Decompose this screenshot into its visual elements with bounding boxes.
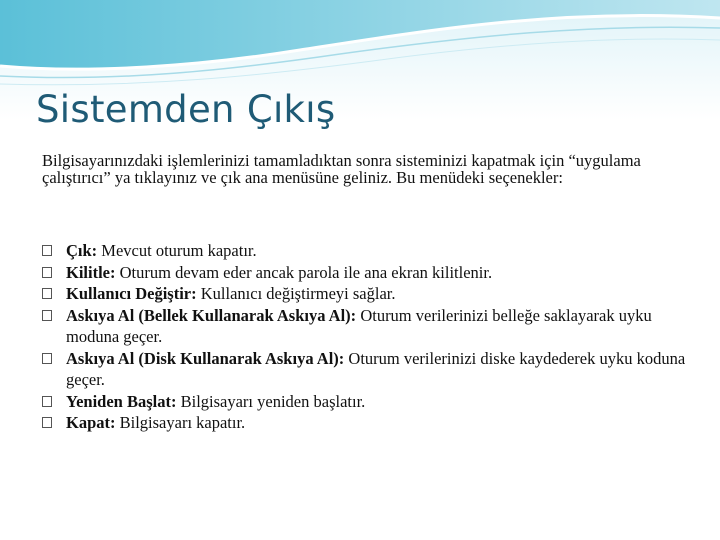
option-description: Oturum devam eder ancak parola ile ana ekran kilitlenir. — [115, 262, 493, 282]
option-term: Çık: — [66, 241, 98, 260]
square-bullet-icon — [42, 396, 52, 407]
option-term: Askıya Al (Bellek Kullanarak Askıya Al): — [66, 305, 357, 325]
option-term: Yeniden Başlat: — [66, 391, 177, 411]
option-description: Oturum verilerinizi diske kaydederek uyku koduna geçer. — [66, 348, 686, 389]
square-bullet-icon — [42, 245, 52, 256]
option-description: Kullanıcı değiştirmeyi sağlar. — [196, 284, 396, 303]
slide-title: Sistemden Çıkış — [36, 88, 336, 131]
square-bullet-icon — [42, 417, 52, 428]
list-item — [42, 283, 702, 305]
list-item — [42, 412, 702, 434]
option-description: Bilgisayarı kapatır. — [115, 413, 246, 432]
option-term: Askıya Al (Disk Kullanarak Askıya Al): — [66, 348, 345, 368]
intro-paragraph: Bilgisayarınızdaki işlemlerinizi tamamladıktan sonra sisteminizi kapatmak için “uygulama çalıştırıcı” ya tıklayınız ve çık ana menüsüne geliniz. Bu menüdeki seçenekler: — [42, 151, 641, 187]
option-list — [42, 240, 702, 434]
list-item — [42, 240, 702, 262]
option-term: Kapat: — [66, 413, 116, 432]
square-bullet-icon — [42, 267, 52, 278]
list-item — [42, 305, 702, 348]
list-item — [42, 262, 702, 284]
list-item — [42, 348, 702, 391]
square-bullet-icon — [42, 353, 52, 364]
list-item — [42, 391, 702, 413]
option-term: Kilitle: — [66, 262, 116, 282]
square-bullet-icon — [42, 288, 52, 299]
option-description: Bilgisayarı yeniden başlatır. — [176, 391, 366, 411]
option-description: Oturum verilerinizi belleğe saklayarak uyku moduna geçer. — [66, 305, 652, 346]
square-bullet-icon — [42, 310, 52, 321]
option-description: Mevcut oturum kapatır. — [97, 241, 257, 260]
option-term: Kullanıcı Değiştir: — [66, 284, 197, 303]
